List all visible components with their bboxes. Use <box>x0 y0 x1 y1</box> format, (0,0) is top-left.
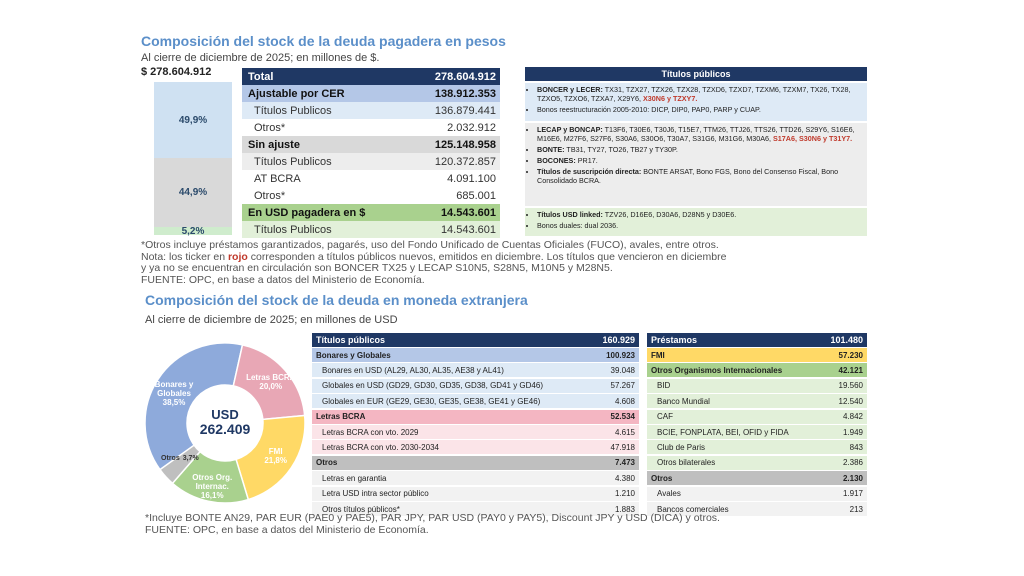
table-row-label: Letras BCRA con vto. 2030-2034 <box>322 442 439 452</box>
peso-row-label: Sin ajuste <box>248 138 300 151</box>
peso-row-value: 120.372.857 <box>434 155 496 168</box>
peso-bar-segment <box>154 158 232 227</box>
table-row <box>647 394 867 408</box>
peso-row-value: 14.543.601 <box>440 206 496 219</box>
donut-label-pct: 21,8% <box>264 455 287 465</box>
table-row-label: Letras BCRA <box>316 412 366 422</box>
table-row <box>647 487 867 501</box>
table-row-label: Letras en garantia <box>322 473 387 483</box>
table-row-value: 2.130 <box>842 473 863 483</box>
table-row-label: Bancos comerciales <box>657 504 729 514</box>
table-row <box>312 487 639 501</box>
peso-table-row <box>242 136 500 153</box>
table-row-label: Otros bilaterales <box>657 458 716 468</box>
table-row-value: 213 <box>849 504 863 514</box>
table-row <box>647 348 867 362</box>
peso-row-value: 138.912.353 <box>434 87 496 100</box>
peso-row-value: 2.032.912 <box>447 121 496 134</box>
peso-row-value: 278.604.912 <box>434 70 496 83</box>
table-row-label: Otros títulos públicos* <box>322 504 400 514</box>
usd-center-label: USD <box>211 407 239 422</box>
peso-bar-pct-label: 49,9% <box>178 114 208 126</box>
table-row-label: Globales en EUR (GE29, GE30, GE35, GE38, GE41 y GE46) <box>322 396 541 406</box>
table-row-value: 12.540 <box>838 396 863 406</box>
titulos-item-text: BONTE ARSAT, Bono FGS, Bono del Consenso Fiscal, Bono Consolidado BCRA. <box>537 167 839 185</box>
peso-row-label: AT BCRA <box>254 172 301 185</box>
peso-table-row <box>242 85 500 102</box>
titulos-item <box>537 125 863 143</box>
table-row-label: Banco Mundial <box>657 396 710 406</box>
donut-label <box>248 447 304 465</box>
titulos-item-new-tickers: X30N6 y TZXY7. <box>643 94 698 103</box>
titulos-item-heading: LECAP y BONCAP: <box>537 125 603 134</box>
table-row-label: Bonares en USD (AL29, AL30, AL35, AE38 y AL41) <box>322 365 504 375</box>
peso-note-fuente: FUENTE: OPC, en base a datos del Ministerio de Economía. <box>141 273 425 286</box>
table-row-value: 19.560 <box>838 381 863 391</box>
peso-note-rojo: Nota: los ticker en rojo corresponden a títulos públicos nuevos, emitidos en diciembre. Los títulos que vencieron en diciembre <box>141 250 727 263</box>
table-row <box>312 410 639 424</box>
donut-label-name: Otros <box>161 455 180 463</box>
peso-row-label: Total <box>248 70 274 83</box>
table-row-value: 1.917 <box>842 489 863 499</box>
donut-label-pct: 20,0% <box>259 381 283 391</box>
titulos-group-list <box>529 210 863 230</box>
table-row-value: 2.386 <box>842 458 863 468</box>
titulos-group <box>525 208 867 236</box>
titTable-header <box>312 333 639 347</box>
peso-row-value: 685.001 <box>456 189 496 202</box>
peso-row-value: 125.148.958 <box>434 138 496 151</box>
table-row-label: Letra USD intra sector público <box>322 489 429 499</box>
donut-label-pct: 16,1% <box>200 490 224 500</box>
table-row-label: Globales en USD (GD29, GD30, GD35, GD38, GD41 y GD46) <box>322 381 543 391</box>
table-header-label: Títulos públicos <box>316 335 385 345</box>
titulos-item-heading: BONTE: <box>537 145 565 154</box>
peso-row-label: Ajustable por CER <box>248 87 345 100</box>
titulos-item-text: Bonos reestructuración 2005-2010: DICP, DIP0, PAP0, PARP y CUAP. <box>537 105 761 114</box>
donut-label-name: Letras BCRA <box>246 372 296 382</box>
usd-center-value: 262.409 <box>199 421 251 437</box>
titulos-item-text: T13F6, T30E6, T30J6, T15E7, TTM26, TTJ26, TTS26, TTD26, S29Y6, S16E6, M16E6, M27F6, S27F6, S30A6, S30O6, T30A7, S31G6, M31G6, M30A6, <box>537 125 855 143</box>
table-row-value: 1.883 <box>614 504 635 514</box>
table-row <box>647 456 867 470</box>
peso-total-label: $ 278.604.912 <box>141 66 212 78</box>
titulos-item <box>537 145 863 154</box>
donut-label-name: Otros Org. Internac. <box>192 472 233 491</box>
table-row-value: 57.230 <box>838 350 863 360</box>
titulos-publicos-header: Títulos públicos <box>525 67 867 81</box>
table-row-label: Bonares y Globales <box>316 350 391 360</box>
table-row <box>647 440 867 454</box>
table-row-label: Club de Paris <box>657 442 706 452</box>
peso-row-label: Títulos Publicos <box>254 104 332 117</box>
table-row <box>647 379 867 393</box>
table-row <box>312 425 639 439</box>
table-row-value: 4.615 <box>614 427 635 437</box>
titulos-item <box>537 210 863 219</box>
titulos-item <box>537 105 863 114</box>
table-row-value: 1.949 <box>842 427 863 437</box>
titulos-item-new-tickers: S17A6, S30N6 y T31Y7. <box>773 134 853 143</box>
table-row <box>647 363 867 377</box>
peso-table-row <box>242 187 500 204</box>
table-row-value: 42.121 <box>838 365 863 375</box>
peso-row-label: Títulos Publicos <box>254 155 332 168</box>
peso-row-value: 14.543.601 <box>440 223 496 236</box>
table-row-label: Avales <box>657 489 681 499</box>
donut-label <box>146 380 202 407</box>
table-row-value: 7.473 <box>614 458 635 468</box>
table-row-value: 52.534 <box>610 412 635 422</box>
table-row-label: BID <box>657 381 671 391</box>
donut-label <box>243 373 299 391</box>
presTable-header <box>647 333 867 347</box>
titulos-item-text: TZV26, D16E6, D30A6, D28N5 y D30E6. <box>602 210 737 219</box>
table-row-value: 1.210 <box>614 489 635 499</box>
table-row <box>312 471 639 485</box>
peso-row-value: 4.091.100 <box>447 172 496 185</box>
titulos-item-text: TB31, TY27, TO26, TB27 y TY30P. <box>564 145 678 154</box>
donut-label-name: Bonares y Globales <box>154 379 194 398</box>
titulos-item-heading: BOCONES: <box>537 156 576 165</box>
table-row <box>312 394 639 408</box>
titulos-item-heading: Títulos de suscripción directa: <box>537 167 642 176</box>
table-row <box>647 471 867 485</box>
peso-row-label: Otros* <box>254 121 286 134</box>
usd-donut-center <box>192 407 258 437</box>
peso-bar-pct-label: 44,9% <box>178 187 208 198</box>
titulos-item <box>537 221 863 230</box>
table-row-value: 4.608 <box>614 396 635 406</box>
donut-label <box>184 473 240 500</box>
peso-subtitle: Al cierre de diciembre de 2025; en millones de $. <box>141 52 380 64</box>
peso-row-value: 136.879.441 <box>434 104 496 117</box>
titulos-item-text: Bonos duales: dual 2036. <box>537 221 619 230</box>
peso-table-row <box>242 102 500 119</box>
peso-notes <box>141 240 881 286</box>
table-row-label: CAF <box>657 412 673 422</box>
titulos-item-heading: Títulos USD linked: <box>537 210 603 219</box>
titulos-item <box>537 167 863 185</box>
peso-note-vencidos: y ya no se encuentran en circulación son BONCER TX25 y LECAP S10N5, S28N5, M10N5 y M28N5. <box>141 262 613 274</box>
table-row-value: 100.923 <box>606 350 635 360</box>
peso-table-row <box>242 153 500 170</box>
titulos-group <box>525 123 867 206</box>
peso-table-row <box>242 170 500 187</box>
table-row <box>647 410 867 424</box>
table-row <box>312 379 639 393</box>
donut-label <box>146 454 214 463</box>
donut-label-pct: 3,7% <box>182 455 199 463</box>
peso-bar-segment <box>154 82 232 158</box>
table-row <box>312 440 639 454</box>
table-row <box>647 425 867 439</box>
titulos-group-list <box>529 85 863 114</box>
peso-row-label: Títulos Publicos <box>254 223 332 236</box>
table-header-value: 160.929 <box>602 335 635 345</box>
peso-table-row <box>242 221 500 238</box>
donut-label-name: FMI <box>268 446 283 456</box>
peso-note-otros: *Otros incluye préstamos garantizados, pagarés, uso del Fondo Unificado de Cuentas Oficiales (FUCO), avales, entre otros. <box>141 239 719 251</box>
peso-table-row <box>242 68 500 85</box>
table-row-label: Otros <box>316 458 338 468</box>
table-row-value: 4.842 <box>842 412 863 422</box>
table-row-label: Otros Organismos Internacionales <box>651 365 783 375</box>
table-header-label: Préstamos <box>651 335 698 345</box>
table-row-value: 57.267 <box>610 381 635 391</box>
usd-notes <box>145 513 905 536</box>
peso-table-row <box>242 119 500 136</box>
usd-note-fuente: FUENTE: OPC, en base a datos del Ministerio de Economía. <box>145 523 429 536</box>
donut-label-pct: 38,5% <box>162 397 186 407</box>
usd-subtitle: Al cierre de diciembre de 2025; en millones de USD <box>145 314 398 326</box>
table-row-value: 843 <box>849 442 863 452</box>
table-row-label: Otros <box>651 473 673 483</box>
titulos-item-text: TX31, TZX27, TZX26, TZX28, TZXD6, TZXD7, TZXM6, TZXM7, TX26, TX28, TZXO5, TZXO6, TZXA7, X29Y6, <box>537 85 851 103</box>
titulos-item <box>537 85 863 103</box>
titulos-item <box>537 156 863 165</box>
table-row-label: BCIE, FONPLATA, BEI, OFID y FIDA <box>657 427 789 437</box>
table-row <box>312 348 639 362</box>
table-row-value: 39.048 <box>610 365 635 375</box>
titulos-group <box>525 83 867 121</box>
table-row <box>312 363 639 377</box>
peso-bar-segment <box>154 227 232 235</box>
table-row <box>312 456 639 470</box>
peso-table-row <box>242 204 500 221</box>
table-row-value: 47.918 <box>610 442 635 452</box>
peso-bar-pct-label: 5,2% <box>181 225 205 237</box>
peso-row-label: En USD pagadera en $ <box>248 206 366 219</box>
titulos-group-list <box>529 125 863 185</box>
peso-section-title: Composición del stock de la deuda pagadera en pesos <box>141 33 506 49</box>
peso-row-label: Otros* <box>254 189 286 202</box>
usd-section-title: Composición del stock de la deuda en moneda extranjera <box>145 292 528 308</box>
usd-note-incluye: *Incluye BONTE AN29, PAR EUR (PAE0 y PAE5), PAR JPY, PAR USD (PAY0 y PAY5), Discount JPY y USD (DICA) y otros. <box>145 512 720 524</box>
table-header-value: 101.480 <box>830 335 863 345</box>
titulos-item-heading: BONCER y LECER: <box>537 85 603 94</box>
table-row-value: 4.380 <box>614 473 635 483</box>
table-row-label: FMI <box>651 350 665 360</box>
table-row-label: Letras BCRA con vto. 2029 <box>322 427 419 437</box>
titulos-item-text: PR17. <box>575 156 598 165</box>
